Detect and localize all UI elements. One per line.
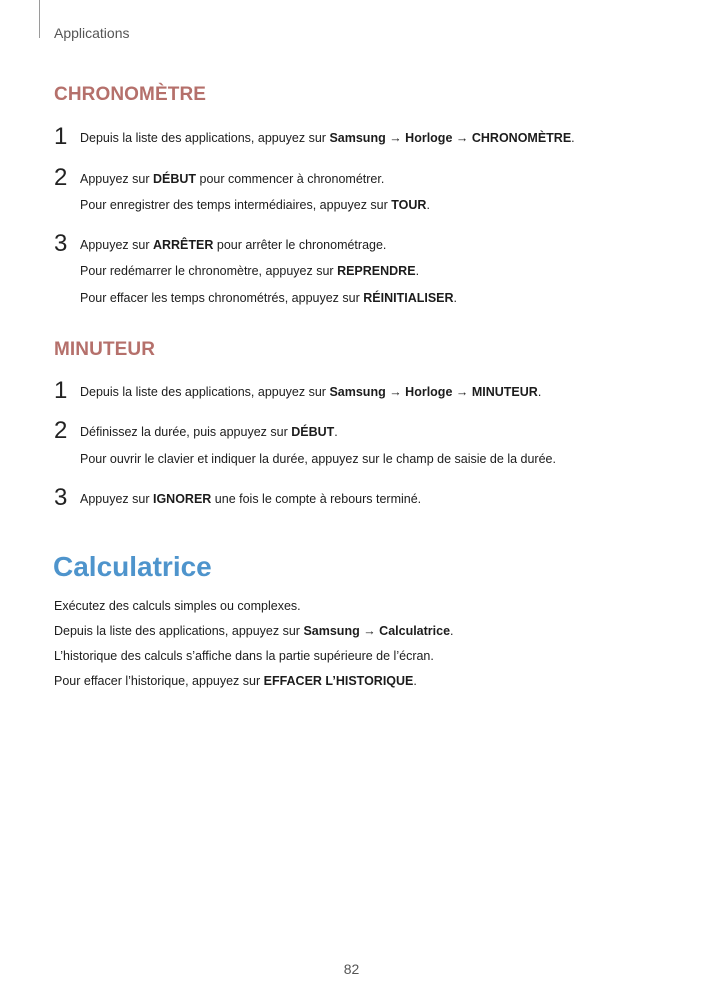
paragraph-line (54, 598, 301, 614)
text-run: → (452, 385, 472, 399)
step-text (80, 424, 338, 440)
text-run: Pour ouvrir le clavier et indiquer la durée, appuyez sur le champ de saisie de la durée. (80, 452, 556, 466)
text-run: Appuyez sur (80, 238, 153, 252)
ui-term: DÉBUT (291, 425, 335, 439)
text-run: . (450, 624, 454, 638)
text-run: . (415, 264, 420, 278)
text-run: → (385, 131, 406, 145)
step-number: 1 (54, 377, 68, 404)
step-text (80, 171, 384, 187)
step-text (80, 197, 430, 213)
text-run: . (453, 291, 458, 305)
text-run: Depuis la liste des applications, appuyez sur (54, 624, 304, 638)
page-corner-rule (39, 0, 40, 38)
text-run: Pour effacer l’historique, appuyez sur (54, 674, 264, 688)
text-run: → (385, 385, 406, 399)
step-text (80, 491, 421, 507)
step-text (80, 263, 419, 279)
ui-term: MINUTEUR (471, 385, 538, 399)
step-text (80, 130, 575, 146)
text-run: Depuis la liste des applications, appuyez sur (80, 131, 330, 145)
text-run: . (571, 131, 575, 145)
paragraph-line (54, 673, 417, 689)
text-run: Appuyez sur (80, 172, 153, 186)
ui-term: Horloge (405, 131, 453, 145)
subsection-title-chronometre: CHRONOMÈTRE (54, 84, 207, 105)
text-run: → (452, 131, 472, 145)
step-text (80, 384, 541, 400)
text-run: Pour effacer les temps chronométrés, appuyez sur (80, 291, 364, 305)
text-run: . (426, 198, 430, 212)
ui-term: TOUR (391, 198, 427, 212)
page-number: 82 (343, 961, 360, 977)
ui-term: REPRENDRE (337, 264, 416, 278)
text-run: . (413, 674, 417, 688)
step-number: 3 (54, 484, 68, 511)
step-number: 1 (54, 123, 68, 150)
step-text (80, 237, 386, 253)
ui-term: Samsung (303, 624, 360, 638)
text-run: Pour enregistrer des temps intermédiaires, appuyez sur (80, 198, 392, 212)
step-number: 3 (54, 230, 68, 257)
text-run: . (537, 385, 542, 399)
text-run: Appuyez sur (80, 492, 153, 506)
paragraph-line (54, 623, 454, 639)
ui-term: DÉBUT (152, 172, 197, 186)
text-run: Définissez la durée, puis appuyez sur (80, 425, 292, 439)
text-run: une fois le compte à rebours terminé. (211, 492, 422, 506)
ui-term: RÉINITIALISER (363, 291, 454, 305)
ui-term: Calculatrice (379, 624, 451, 638)
ui-term: Samsung (329, 385, 386, 399)
text-run: L’historique des calculs s’affiche dans la partie supérieure de l’écran. (54, 649, 434, 663)
section-title-calculatrice: Calculatrice (53, 551, 212, 582)
paragraph-line (54, 648, 434, 664)
text-run: → (359, 624, 380, 638)
ui-term: CHRONOMÈTRE (471, 131, 572, 145)
ui-term: IGNORER (152, 492, 212, 506)
ui-term: ARRÊTER (152, 238, 214, 252)
text-run: pour commencer à chronométrer. (196, 172, 385, 186)
ui-term: Samsung (329, 131, 386, 145)
subsection-title-minuteur: MINUTEUR (54, 339, 156, 360)
text-run: Depuis la liste des applications, appuyez sur (80, 385, 330, 399)
text-run: . (334, 425, 338, 439)
text-run: Pour redémarrer le chronomètre, appuyez sur (80, 264, 338, 278)
ui-term: Horloge (405, 385, 453, 399)
step-number: 2 (54, 417, 68, 444)
running-header: Applications (54, 25, 130, 41)
text-run: pour arrêter le chronométrage. (213, 238, 387, 252)
step-number: 2 (54, 164, 68, 191)
step-text (80, 290, 457, 306)
ui-term: EFFACER L’HISTORIQUE (263, 674, 414, 688)
step-text (80, 451, 556, 467)
text-run: Exécutez des calculs simples ou complexes. (54, 599, 301, 613)
